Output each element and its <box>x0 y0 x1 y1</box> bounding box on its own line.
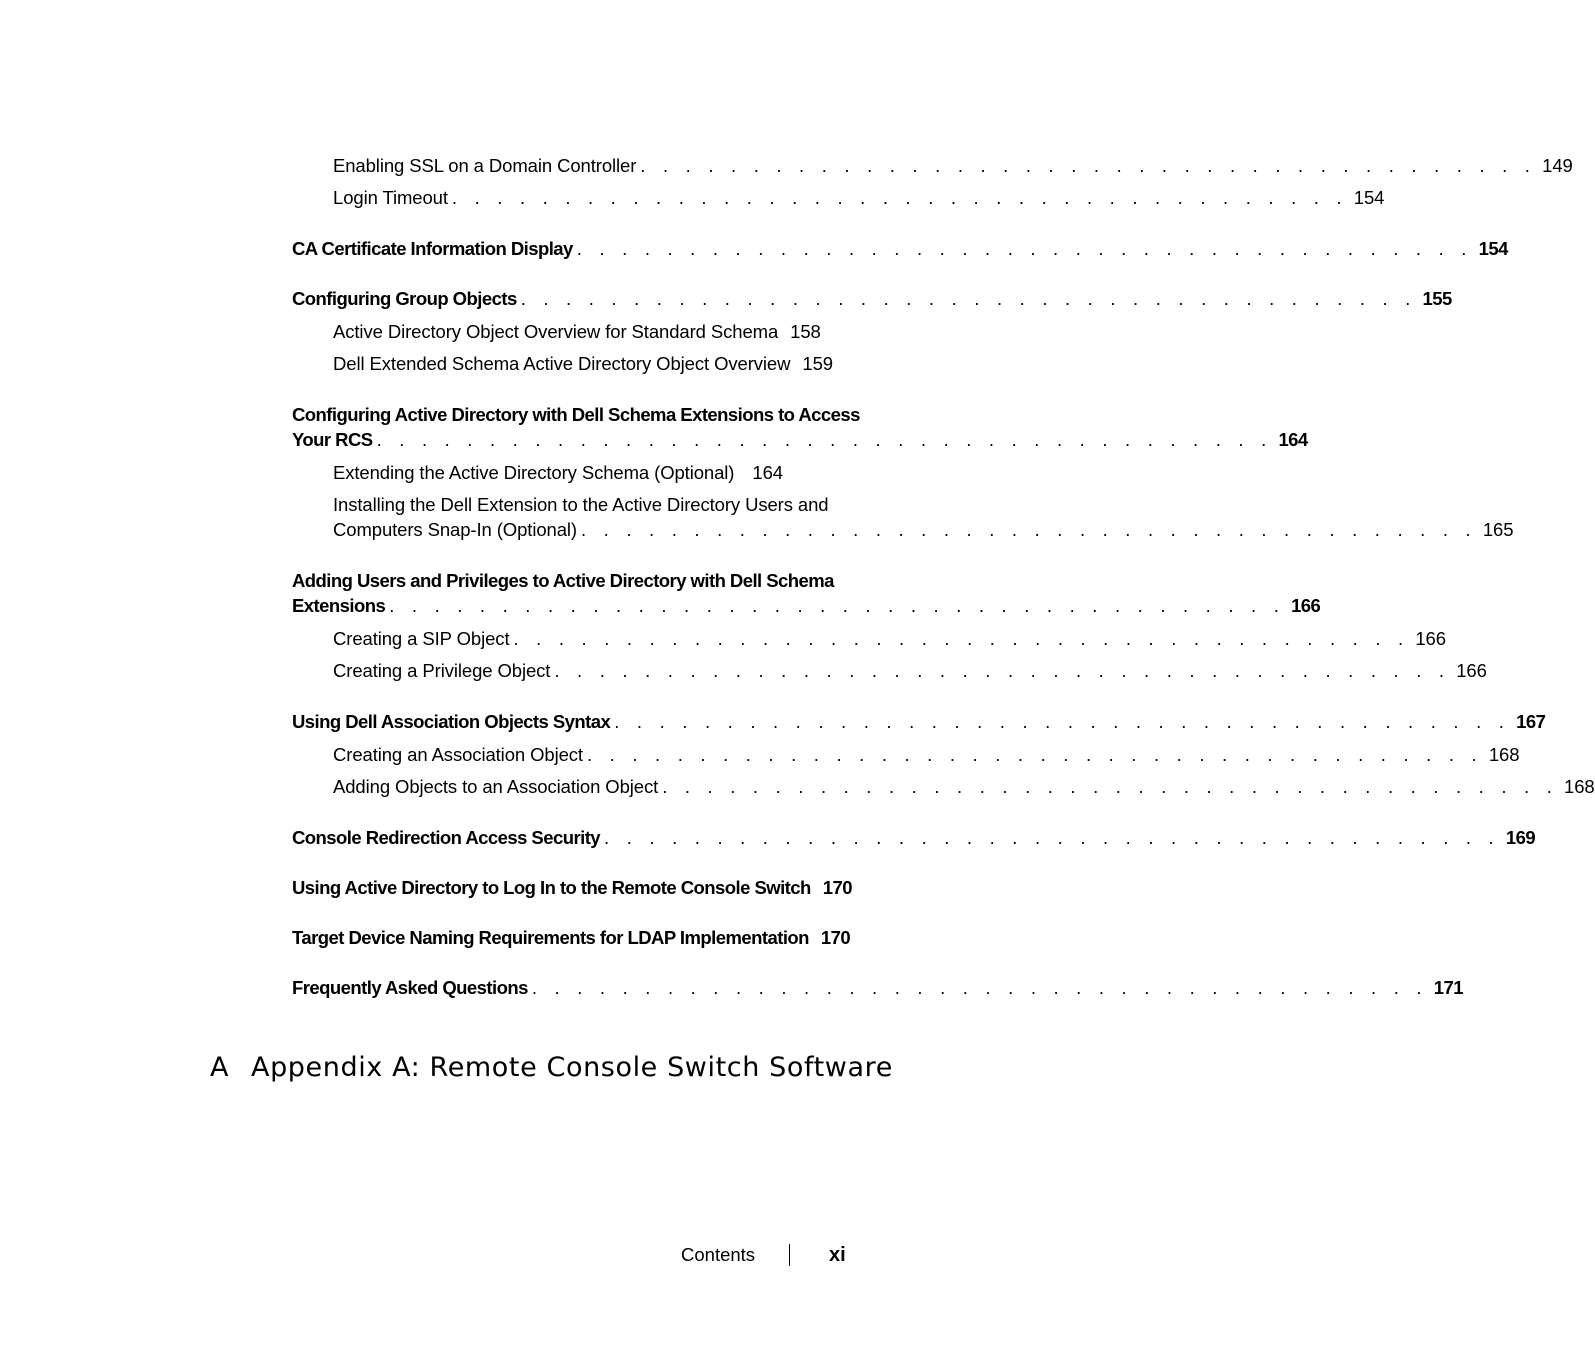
toc-entry-page: 164 <box>752 462 783 483</box>
toc-entry-title: Installing the Dell Extension to the Active Directory Users and <box>333 494 829 515</box>
toc-entry-title: Enabling SSL on a Domain Controller <box>333 155 637 176</box>
toc-entry-title: Using Dell Association Objects Syntax <box>292 711 611 732</box>
toc-entry-page: 170 <box>820 927 851 948</box>
toc-entry-page: 154 <box>1353 187 1385 208</box>
toc-entry-title: CA Certificate Information Display <box>292 238 573 259</box>
leader-dots: . . . . . . . . . . . . . . . . . . . . . . . . . . . . . . . . . . . . . . . . <box>513 628 1410 649</box>
chapter-title: Appendix A: Remote Console Switch Software <box>251 1052 893 1083</box>
toc-entry-title-cont: Your RCS <box>292 429 373 450</box>
toc-entry-title: Creating a SIP Object <box>333 628 510 649</box>
leader-dots: . . . . . . . . . . . . . . . . . . . . . . . . . . . . . . . . . . . . . . . . <box>376 429 1273 450</box>
toc-entry-page: 158 <box>790 321 821 342</box>
toc-entry-title: Creating a Privilege Object <box>333 660 551 681</box>
toc-entry-title: Extending the Active Directory Schema (Optional) <box>333 462 735 483</box>
leader-dots: . . . . . . . . . . . . . . . . . . . . . . . . . . . . . . . . . . . . . . . . <box>531 977 1428 998</box>
leader-dots: . . . . . . . . . . . . . . . . . . . . . . . . . . . . . . . . . . . . . . . . <box>614 711 1511 732</box>
toc-entry-creating-association-object[interactable] <box>333 742 1520 767</box>
toc-entry-page: 169 <box>1505 827 1536 848</box>
toc-entry-page: 155 <box>1422 288 1452 309</box>
leader-dots: . . . . . . . . . . . . . . . . . . . . . . . . . . . . . . . . . . . . . . . . <box>389 595 1286 616</box>
toc-entry-title: Login Timeout <box>333 187 448 208</box>
toc-entry-enabling-ssl[interactable] <box>333 153 1573 178</box>
toc-entry-title: Console Redirection Access Security <box>292 827 601 848</box>
toc-entry-page: 164 <box>1278 429 1308 450</box>
toc-entry-ad-object-overview-standard[interactable] <box>333 319 821 344</box>
toc-entry-page: 168 <box>1488 744 1520 765</box>
chapter-letter: A <box>210 1052 230 1083</box>
toc-entry-title: Creating an Association Object <box>333 744 583 765</box>
toc-entry-page: 166 <box>1291 595 1321 616</box>
leader-dots: . . . . . . . . . . . . . . . . . . . . . . . . . . . . . . . . . . . . . . . . <box>640 155 1537 176</box>
leader-dots: . . . . . . . . . . . . . . . . . . . . . . . . . . . . . . . . . . . . . . . . <box>554 660 1451 681</box>
leader-dots: . . . . . . . . . . . . . . . . . . . . . . . . . . . . . . . . . . . . . . . . <box>576 238 1473 259</box>
toc-entry-title: Dell Extended Schema Active Directory Object Overview <box>333 353 791 374</box>
toc-entry-title-cont: Extensions <box>292 595 386 616</box>
toc-entry-dell-extended-schema-overview[interactable] <box>333 351 833 376</box>
leader-dots: . . . . . . . . . . . . . . . . . . . . . . . . . . . . . . . . . . . . . . . . <box>580 519 1477 540</box>
toc-entry-adding-objects-association[interactable] <box>333 774 1595 799</box>
toc-entry-title: Configuring Group Objects <box>292 288 517 309</box>
toc-entry-page: 170 <box>822 877 852 898</box>
toc-entry-creating-privilege-object[interactable] <box>333 658 1487 683</box>
toc-entry-faq[interactable] <box>292 975 1463 1000</box>
toc-entry-title-cont: Computers Snap-In (Optional) <box>333 519 577 540</box>
toc-entry-page: 154 <box>1478 238 1508 259</box>
footer-divider <box>789 1244 790 1266</box>
toc-entry-page: 167 <box>1516 711 1546 732</box>
toc-entry-title: Using Active Directory to Log In to the Remote Console Switch <box>292 877 811 898</box>
toc-entry-configuring-ad-dell-schema[interactable] <box>292 402 1308 452</box>
toc-entry-title: Configuring Active Directory with Dell Schema Extensions to Access <box>292 404 860 425</box>
toc-entry-page: 166 <box>1456 660 1487 681</box>
toc-entry-page: 165 <box>1482 519 1514 540</box>
toc-entry-page: 159 <box>802 353 833 374</box>
toc-entry-page: 168 <box>1564 776 1595 797</box>
toc-entry-target-device-naming[interactable] <box>292 925 850 950</box>
leader-dots: . . . . . . . . . . . . . . . . . . . . . . . . . . . . . . . . . . . . . . . . <box>662 776 1559 797</box>
toc-entry-login-timeout[interactable] <box>333 185 1385 210</box>
toc-entry-installing-dell-extension[interactable] <box>333 492 1514 542</box>
toc-entry-extending-ad-schema[interactable] <box>333 460 783 485</box>
footer-page-number: xi <box>829 1244 846 1266</box>
toc-entry-using-ad-log-in[interactable] <box>292 875 852 900</box>
toc-entry-configuring-group-objects[interactable] <box>292 286 1452 311</box>
toc-entry-adding-users-privileges[interactable] <box>292 568 1321 618</box>
leader-dots: . . . . . . . . . . . . . . . . . . . . . . . . . . . . . . . . . . . . . . . . <box>451 187 1348 208</box>
leader-dots: . . . . . . . . . . . . . . . . . . . . . . . . . . . . . . . . . . . . . . . . <box>604 827 1500 848</box>
toc-entry-title: Active Directory Object Overview for Standard Schema <box>333 321 779 342</box>
leader-dots: . . . . . . . . . . . . . . . . . . . . . . . . . . . . . . . . . . . . . . . . <box>520 288 1417 309</box>
toc-entry-page: 166 <box>1415 628 1446 649</box>
footer-label: Contents <box>681 1244 756 1265</box>
toc-entry-title: Adding Objects to an Association Object <box>333 776 659 797</box>
toc-entry-title: Adding Users and Privileges to Active Directory with Dell Schema <box>292 570 834 591</box>
leader-dots: . . . . . . . . . . . . . . . . . . . . . . . . . . . . . . . . . . . . . . . . <box>586 744 1483 765</box>
toc-entry-using-dell-association-objects[interactable] <box>292 709 1546 734</box>
toc-entry-creating-sip-object[interactable] <box>333 626 1446 651</box>
toc-entry-console-redirection-security[interactable] <box>292 825 1536 850</box>
chapter-heading[interactable] <box>210 1052 893 1083</box>
toc-entry-page: 149 <box>1542 155 1573 176</box>
toc-entry-title: Frequently Asked Questions <box>292 977 528 998</box>
toc-entry-title: Target Device Naming Requirements for LDAP Implementation <box>292 927 809 948</box>
toc-entry-ca-certificate[interactable] <box>292 236 1508 261</box>
toc-entry-page: 171 <box>1433 977 1463 998</box>
